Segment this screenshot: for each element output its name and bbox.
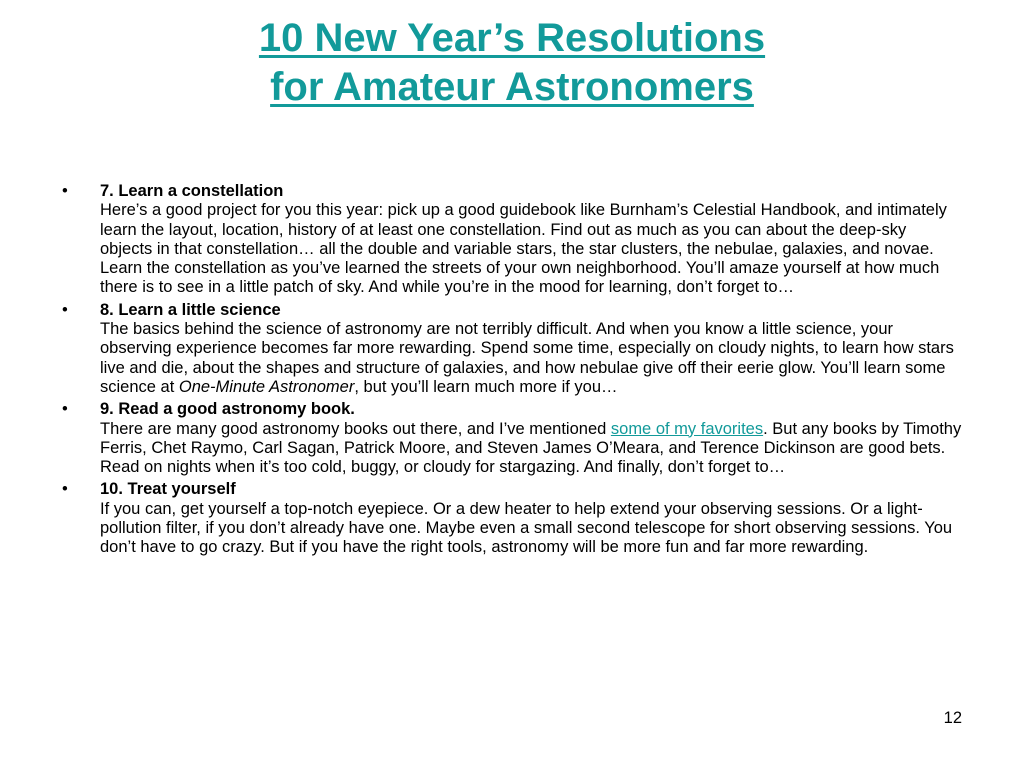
item-heading: 10. Treat yourself	[100, 480, 236, 499]
item-body	[100, 420, 962, 478]
resolution-list	[62, 182, 962, 561]
bullet-icon: •	[62, 400, 68, 419]
item-heading: 7. Learn a constellation	[100, 182, 284, 200]
item-body-text: The basics behind the science of astronomy are not terribly difficult. And when you know a little science, your observing experience becomes far more rewarding. Spend some time, especially on cloudy nights, to learn how stars live and die, about the shapes and structure of galaxies, and how nebulae give off their eerie glow. You’ll learn some science at	[100, 320, 954, 396]
item-body-text: , but you’ll learn much more if you…	[354, 377, 618, 396]
list-item-science	[62, 301, 962, 397]
item-body-text: . But any books by Timothy Ferris, Chet Raymo, Carl Sagan, Patrick Moore, and Steven James O’Meara, and Terence Dickinson are good bets. Read on nights when it’s too cold, buggy, or cloudy for stargazing. And finally, don’t forget to…	[100, 419, 962, 477]
list-item-book	[62, 400, 962, 477]
slide-title-line-1: 10 New Year’s Resolutions	[258, 16, 766, 60]
item-body-text: There are many good astronomy books out there, and I’ve mentioned	[100, 419, 611, 438]
book-title: One-Minute Astronomer	[178, 377, 355, 396]
bullet-icon: •	[62, 182, 68, 200]
favorites-link[interactable]: some of my favorites	[610, 419, 764, 438]
list-item-treat	[62, 480, 962, 557]
item-body	[100, 320, 962, 397]
item-body: Here’s a good project for you this year: pick up a good guidebook like Burnham’s Celestial Handbook, and intimately learn the layout, location, history of at least one constellation. Find out as much as you can about the deep-sky objects in that constellation… all the double and variable stars, the star clusters, the nebulae, galaxies, and novae. Learn the constellation as you’ve learned the streets of your own neighborhood. You’ll amaze yourself at how much there is to see in a little patch of sky. And while you’re in the mood for learning, don’t forget to…	[100, 201, 947, 297]
slide-title-line-2: for Amateur Astronomers	[270, 65, 754, 109]
item-heading: 8. Learn a little science	[100, 300, 281, 319]
item-heading: 9. Read a good astronomy book.	[100, 400, 355, 419]
list-item-constellation	[62, 182, 962, 298]
page-number: 12	[943, 709, 962, 727]
item-body: If you can, get yourself a top-notch eyepiece. Or a dew heater to help extend your observing sessions. Or a light-pollution filter, if you don’t already have one. Maybe even a small second telescope for short observing sessions. You don’t have to go crazy. But if you have the right tools, astronomy will be more fun and far more rewarding.	[100, 499, 953, 557]
slide-title	[0, 14, 1024, 112]
bullet-icon: •	[62, 300, 68, 319]
bullet-icon: •	[62, 480, 68, 499]
